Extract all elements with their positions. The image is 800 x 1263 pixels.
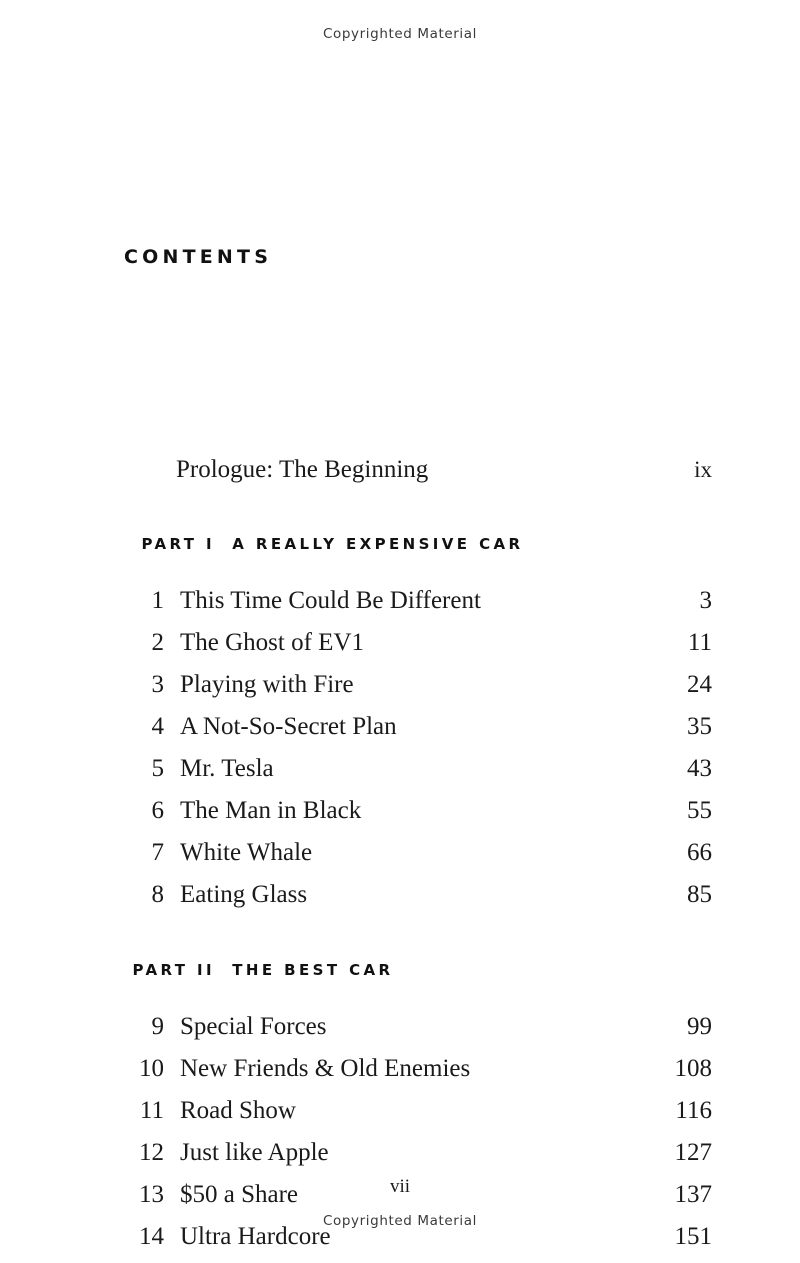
chapter-number: 3 bbox=[151, 671, 164, 698]
chapter-page: 151 bbox=[674, 1223, 712, 1250]
chapter-page: 55 bbox=[687, 797, 712, 824]
chapter-title: Ultra Hardcore bbox=[180, 1223, 331, 1250]
chapter-number: 12 bbox=[139, 1139, 164, 1166]
copyright-watermark-top: Copyrighted Material bbox=[323, 26, 477, 42]
chapter-number: 9 bbox=[151, 1013, 164, 1040]
page-title: CONTENTS bbox=[124, 246, 273, 268]
table-row bbox=[96, 627, 712, 659]
table-row bbox=[96, 585, 712, 617]
chapter-page: 11 bbox=[687, 629, 712, 656]
part-label: PART II bbox=[132, 961, 216, 979]
part-spacer bbox=[215, 961, 232, 979]
table-row bbox=[96, 1011, 712, 1043]
chapter-number: 7 bbox=[151, 839, 164, 866]
part-header-2 bbox=[98, 943, 712, 997]
chapter-title: Mr. Tesla bbox=[180, 755, 274, 782]
front-matter-title: Prologue: The Beginning bbox=[176, 456, 429, 483]
table-row bbox=[96, 795, 712, 827]
chapter-title: $50 a Share bbox=[180, 1181, 299, 1208]
chapter-title: White Whale bbox=[180, 839, 313, 866]
page-number: vii bbox=[389, 1176, 411, 1197]
chapter-page: 137 bbox=[674, 1181, 712, 1208]
table-row bbox=[96, 753, 712, 785]
part-header-1 bbox=[107, 517, 712, 571]
table-row bbox=[96, 837, 712, 869]
chapter-number: 5 bbox=[151, 755, 164, 782]
chapter-number: 6 bbox=[151, 797, 164, 824]
list-item bbox=[96, 455, 712, 485]
chapter-page: 24 bbox=[687, 671, 712, 698]
chapter-number: 8 bbox=[151, 881, 164, 908]
table-row bbox=[96, 879, 712, 911]
front-matter-page: ix bbox=[694, 457, 712, 482]
table-row bbox=[96, 1095, 712, 1127]
part-title: THE BEST CAR bbox=[232, 961, 394, 979]
chapter-title: A Not-So-Secret Plan bbox=[180, 713, 397, 740]
part-title: A REALLY EXPENSIVE CAR bbox=[232, 535, 524, 553]
chapter-page: 85 bbox=[687, 881, 712, 908]
table-row bbox=[96, 669, 712, 701]
chapter-title: New Friends & Old Enemies bbox=[180, 1055, 471, 1082]
chapter-page: 127 bbox=[674, 1139, 712, 1166]
chapter-title: Road Show bbox=[180, 1097, 296, 1124]
chapter-number: 10 bbox=[139, 1055, 164, 1082]
part-spacer bbox=[215, 535, 232, 553]
chapter-page: 43 bbox=[687, 755, 712, 782]
chapter-page: 108 bbox=[674, 1055, 712, 1082]
chapter-number: 1 bbox=[151, 587, 164, 614]
chapter-page: 35 bbox=[687, 713, 712, 740]
chapter-page: 3 bbox=[699, 587, 712, 614]
chapter-number: 2 bbox=[151, 629, 164, 656]
chapter-list-part-1 bbox=[96, 585, 712, 911]
chapter-page: 116 bbox=[675, 1097, 712, 1124]
table-row bbox=[96, 1053, 712, 1085]
chapter-page: 66 bbox=[687, 839, 712, 866]
chapter-number: 11 bbox=[139, 1097, 164, 1124]
chapter-title: The Ghost of EV1 bbox=[180, 629, 364, 656]
table-row bbox=[96, 711, 712, 743]
table-of-contents bbox=[96, 455, 712, 1263]
chapter-title: Special Forces bbox=[180, 1013, 327, 1040]
chapter-number: 14 bbox=[139, 1223, 164, 1250]
copyright-watermark-bottom: Copyrighted Material bbox=[323, 1213, 477, 1229]
chapter-title: The Man in Black bbox=[180, 797, 362, 824]
chapter-title: Eating Glass bbox=[180, 881, 308, 908]
chapter-title: This Time Could Be Different bbox=[180, 587, 481, 614]
chapter-number: 4 bbox=[151, 713, 164, 740]
chapter-title: Playing with Fire bbox=[180, 671, 354, 698]
part-label: PART I bbox=[141, 535, 216, 553]
chapter-title: Just like Apple bbox=[180, 1139, 329, 1166]
chapter-number: 13 bbox=[139, 1181, 164, 1208]
chapter-page: 99 bbox=[687, 1013, 712, 1040]
table-row bbox=[96, 1137, 712, 1169]
